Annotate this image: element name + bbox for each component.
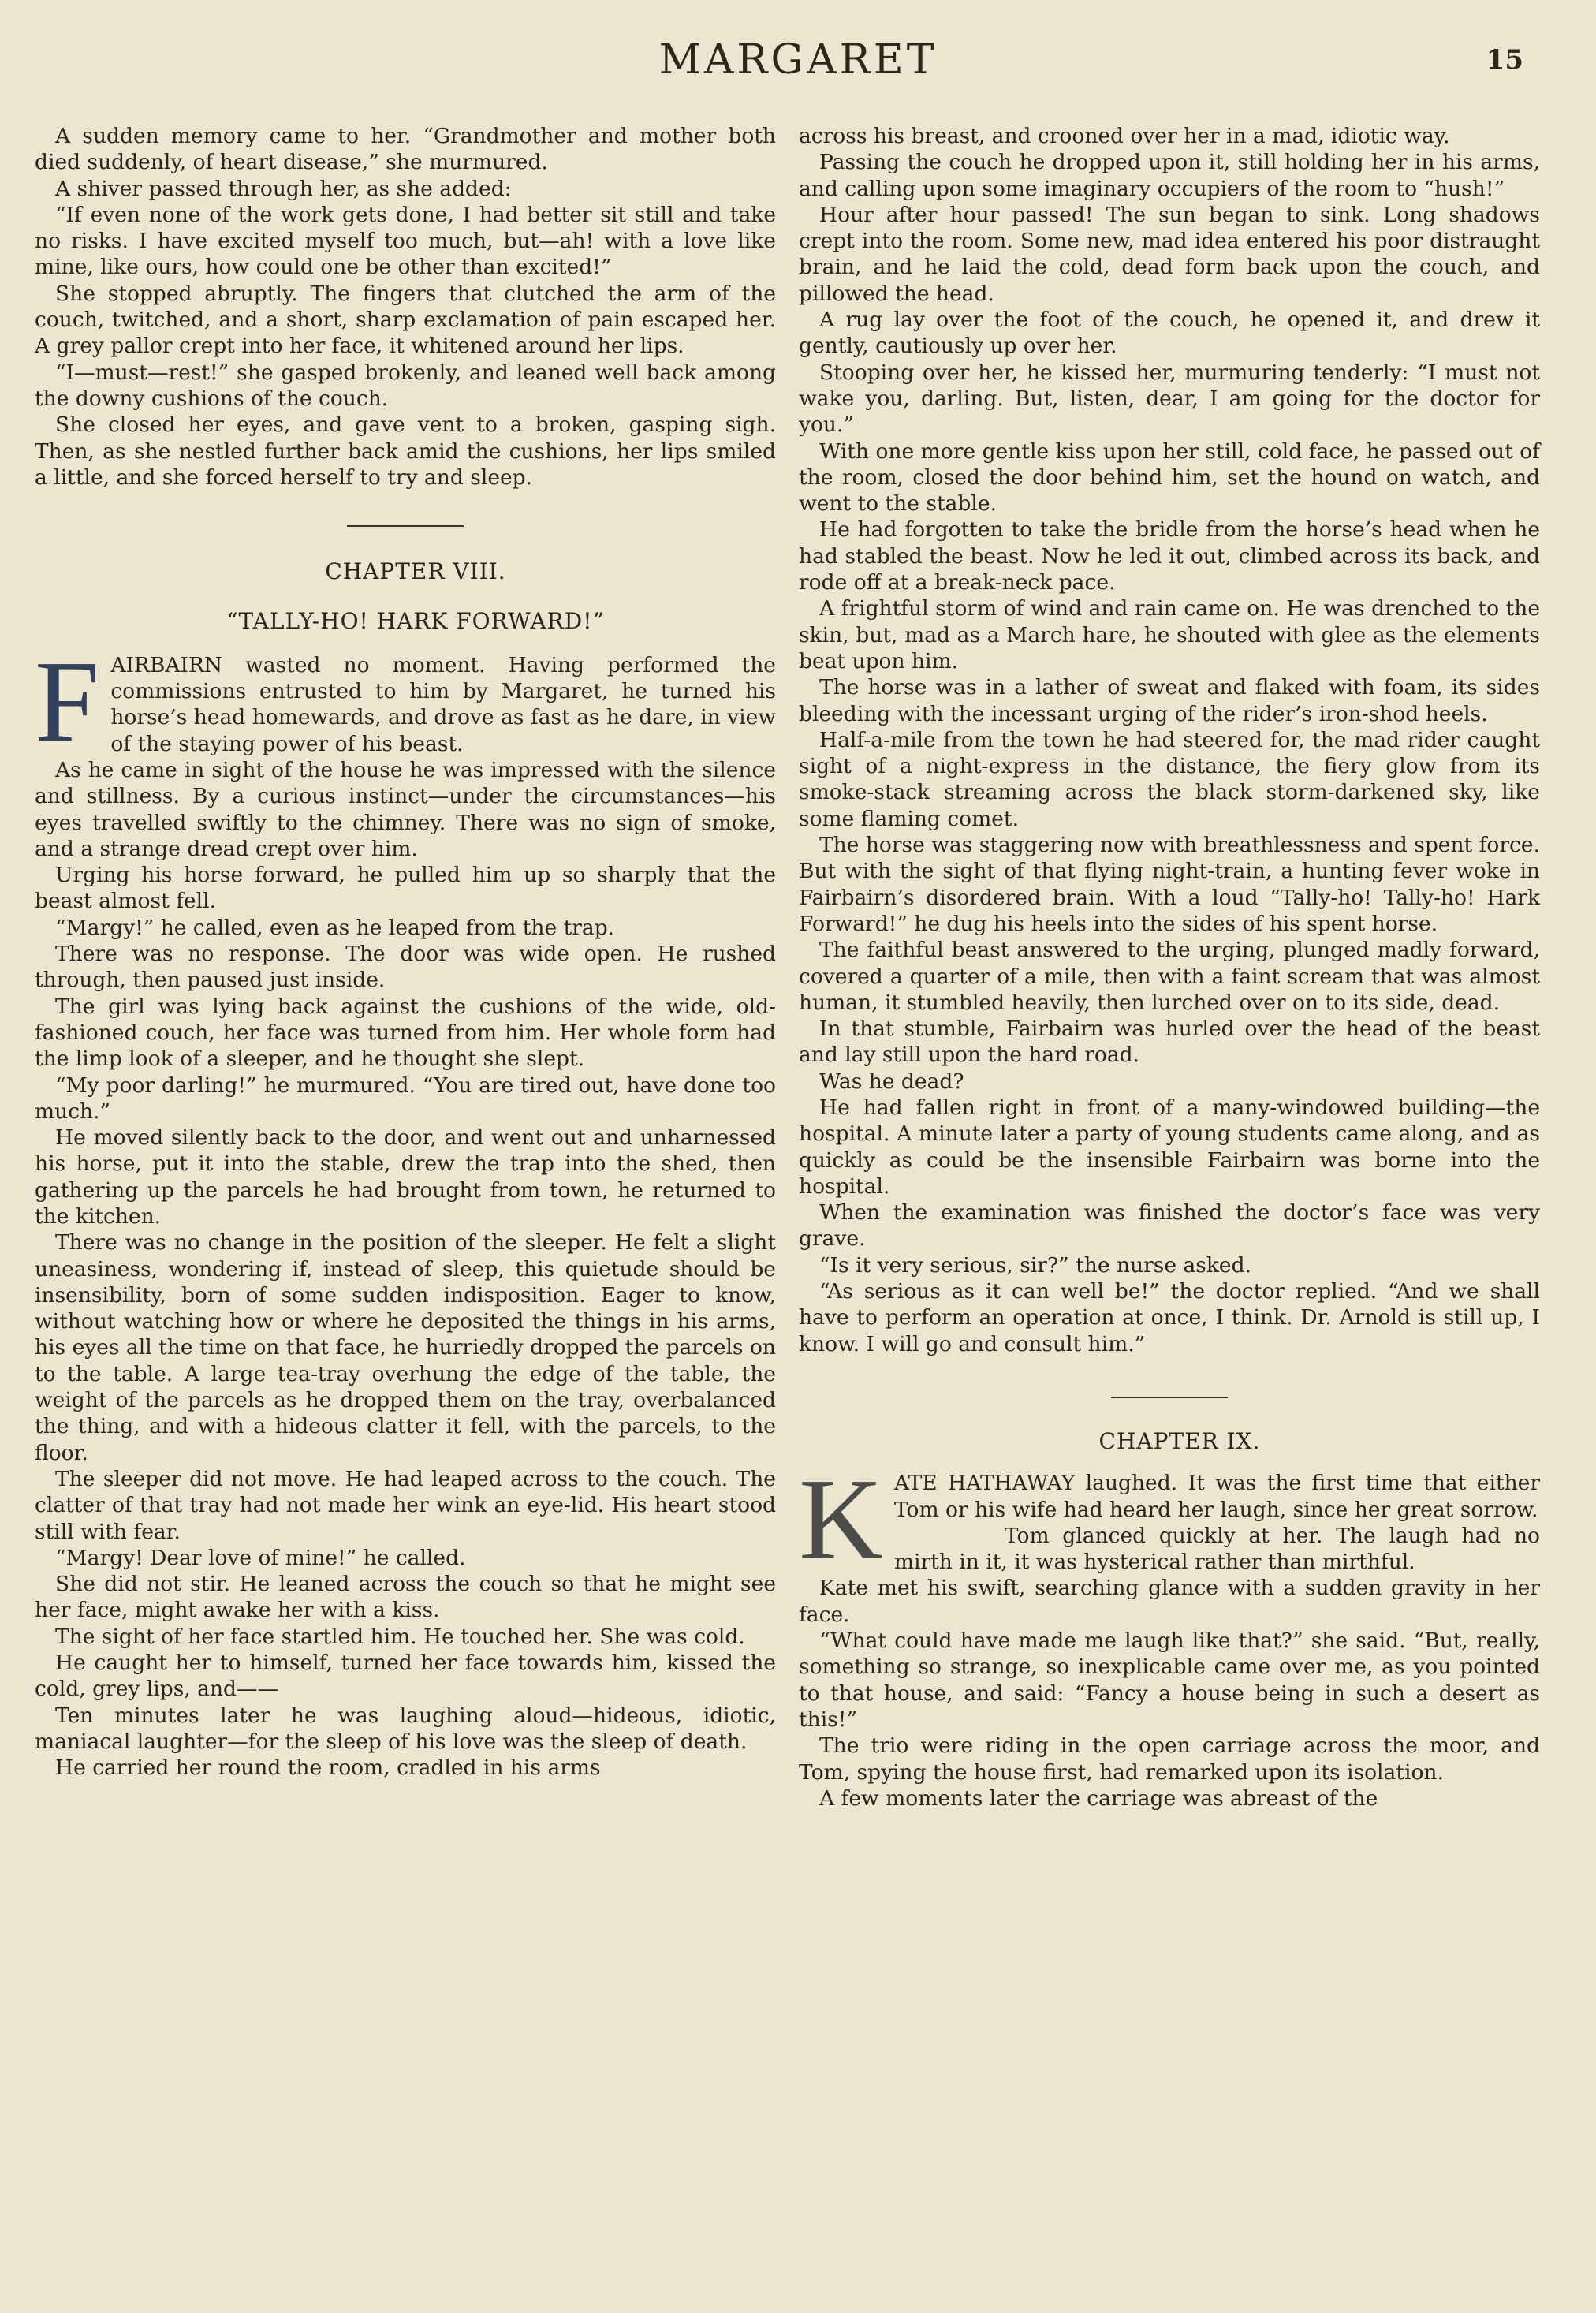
paragraph: He had forgotten to take the bridle from the horse’s head when he had stabled the beast. Now he led it out, climbed across its back, and rode off at a break-neck pace. (799, 517, 1540, 595)
chapter-heading: CHAPTER IX. (1098, 1427, 1261, 1454)
paragraph: She did not stir. He leaned across the couch so that he might see her face, might awake her with a kiss. (35, 1572, 776, 1623)
paragraph: “What could have made me laugh like that?” she said. “But, really, something so strange, so inexplicable came over me, as you pointed to that house, and said: “Fancy a house being in such a desert as this!” (799, 1628, 1540, 1732)
paragraph: Urging his horse forward, he pulled him up so sharply that the beast almost fell. (35, 863, 776, 914)
right-column (799, 123, 1540, 1811)
paragraph: He had fallen right in front of a many-windowed building—the hospital. A minute later a party of young students came along, and as quickly as could be the insensible Fairbairn was borne into the hospital. (799, 1095, 1540, 1199)
paragraph: He moved silently back to the door, and went out and unharnessed his horse, put it into the stable, drew the trap into the shed, then gathering up the parcels he had brought from town, he returned to the kitchen. (35, 1125, 776, 1229)
paragraph: Hour after hour passed! The sun began to sink. Long shadows crept into the room. Some new, mad idea entered his poor distraught brain, and he laid the cold, dead form back upon the couch, and pillowed the head. (799, 202, 1540, 306)
drop-cap-letter: K (799, 1455, 883, 1585)
paragraph: He caught her to himself, turned her face towards him, kissed the cold, grey lips, and—— (35, 1651, 776, 1702)
paragraph: She stopped abruptly. The fingers that clutched the arm of the couch, twitched, and a short, sharp exclamation of pain escaped her. A grey pallor crept into her face, it whitened around her lips. (35, 281, 776, 359)
paragraph: “My poor darling!” he murmured. “You are tired out, have done too much.” (35, 1073, 776, 1124)
paragraph: The horse was staggering now with breathlessness and spent force. But with the sight of that flying night-train, a hunting fever woke in Fairbairn’s disordered brain. With a loud “Tally-ho! Tally-ho! Hark Forward!” he dug his heels into the sides of his spent horse. (799, 833, 1541, 936)
paragraph: Tom glanced quickly at her. The laugh had no mirth in it, it was hysterical rather than mirthful. (893, 1523, 1540, 1575)
paragraph: across his breast, and crooned over her in a mad, idiotic way. (799, 124, 1450, 148)
paragraph: The trio were riding in the open carriage across the moor, and Tom, spying the house first, had remarked upon its isolation. (799, 1733, 1540, 1785)
paragraph: “Margy!” he called, even as he leaped from the trap. (55, 915, 615, 940)
paragraph: Kate met his swift, searching glance with a sudden gravity in her face. (799, 1576, 1540, 1627)
paragraph: She closed her eyes, and gave vent to a broken, gasping sigh. Then, as she nestled further back amid the cushions, her lips smiled a little, and she forced herself to try and sleep. (35, 412, 776, 490)
paragraph: Ten minutes later he was laughing aloud—hideous, idiotic, maniacal laughter—for the sleep of his love was the sleep of death. (35, 1703, 776, 1754)
running-header (0, 30, 1596, 93)
paragraph: “I—must—rest!” she gasped brokenly, and leaned well back among the downy cushions of the couch. (35, 360, 776, 411)
paragraph: The horse was in a lather of sweat and flaked with foam, its sides bleeding with the incessant urging of the rider’s iron-shod heels. (799, 675, 1540, 726)
paragraph: Half-a-mile from the town he had steered for, the mad rider caught sight of a night-express in the distance, the fiery glow from its smoke-stack streaming across the black storm-darkened sky, like some flaming comet. (799, 727, 1540, 831)
paragraph: When the examination was finished the doctor’s face was very grave. (799, 1200, 1540, 1252)
paragraph: He carried her round the room, cradled in his arms (55, 1755, 601, 1781)
opening-text: ATE HATHAWAY laughed. It was the first time that either Tom or his wife had heard her laugh, since her great sorrow. (893, 1471, 1540, 1522)
paragraph: Was he dead? (819, 1069, 964, 1094)
paragraph: A frightful storm of wind and rain came on. He was drenched to the skin, but, mad as a March hare, he shouted with glee as the elements beat upon him. (799, 596, 1540, 673)
paragraph: The faithful beast answered to the urging, plunged madly forward, covered a quarter of a mile, then with a faint scream that was almost human, it stumbled heavily, then lurched over on to its side, dead. (799, 938, 1540, 1015)
chapter-heading: CHAPTER VIII. (325, 558, 506, 585)
paragraph: There was no response. The door was wide open. He rushed through, then paused just inside. (35, 942, 776, 993)
page-number: 15 (1486, 44, 1523, 76)
paragraph: A sudden memory came to her. “Grandmother and mother both died suddenly, of heart disease,” she murmured. (35, 124, 776, 175)
paragraph: “Margy! Dear love of mine!” he called. (55, 1545, 466, 1570)
drop-cap-letter: F (35, 636, 100, 767)
paragraph: With one more gentle kiss upon her still, cold face, he passed out of the room, closed the door behind him, set the hound on watch, and went to the stable. (799, 438, 1540, 517)
paragraph: The sleeper did not move. He had leaped across to the couch. The clatter of that tray had not made her wink an eye-lid. His heart stood still with fear. (35, 1466, 776, 1544)
paragraph: The sight of her face startled him. He touched her. She was cold. (55, 1624, 745, 1649)
running-title: MARGARET (658, 36, 938, 84)
opening-text: AIRBAIRN wasted no moment. Having performed the commissions entrusted to him by Margaret, he turned his horse’s head homewards, and drove as fast as he dare, in view of the staying power of his beast. (110, 652, 776, 756)
paragraph: There was no change in the position of the sleeper. He felt a slight uneasiness, wondering if, instead of sleep, this quietude should be insensibility, born of some sudden indisposition. Eager to know, without watching how or where he deposited the things in his arms, his eyes all the time on that face, he hurriedly dropped the parcels on to the table. A large tea-tray overhung the edge of the table, the weight of the parcels as he dropped them on the tray, overbalanced the thing, and with a hideous clatter it fell, with the parcels, to the floor. (35, 1230, 776, 1465)
paragraph: A shiver passed through her, as she added: (55, 176, 512, 201)
paragraph: The girl was lying back against the cushions of the wide, old-fashioned couch, her face was turned from him. Her whole form had the limp look of a sleeper, and he thought she slept. (35, 994, 776, 1072)
paragraph: As he came in sight of the house he was impressed with the silence and stillness. By a curious instinct—under the circumstances—his eyes travelled swiftly to the chimney. There was no sign of smoke, and a strange dread crept over him. (35, 757, 776, 861)
paragraph: A few moments later the carriage was abreast of the (819, 1785, 1378, 1811)
paragraph: A rug lay over the foot of the couch, he opened it, and drew it gently, cautiously up over her. (799, 308, 1540, 359)
paragraph: “If even none of the work gets done, I had better sit still and take no risks. I have excited myself too much, but—ah! with a love like mine, like ours, how could one be other than excited!” (35, 202, 776, 280)
chapter-subtitle: “TALLY-HO! HARK FORWARD!” (226, 608, 605, 635)
paragraph: Passing the couch he dropped upon it, still holding her in his arms, and calling upon some imaginary occupiers of the room to “hush!” (799, 150, 1540, 201)
left-column (35, 123, 776, 1781)
paragraph: “Is it very serious, sir?” the nurse asked. (819, 1252, 1251, 1278)
paragraph: “As serious as it can well be!” the doctor replied. “And we shall have to perform an operation at once, I think. Dr. Arnold is still up, I know. I will go and consult him.” (799, 1279, 1540, 1356)
paragraph: Stooping over her, he kissed her, murmuring tenderly: “I must not wake you, darling. But, listen, dear, I am going for the doctor for you.” (799, 360, 1540, 438)
paragraph: In that stumble, Fairbairn was hurled over the head of the beast and lay still upon the hard road. (799, 1017, 1540, 1068)
chapter-opening-paragraph (35, 636, 776, 767)
